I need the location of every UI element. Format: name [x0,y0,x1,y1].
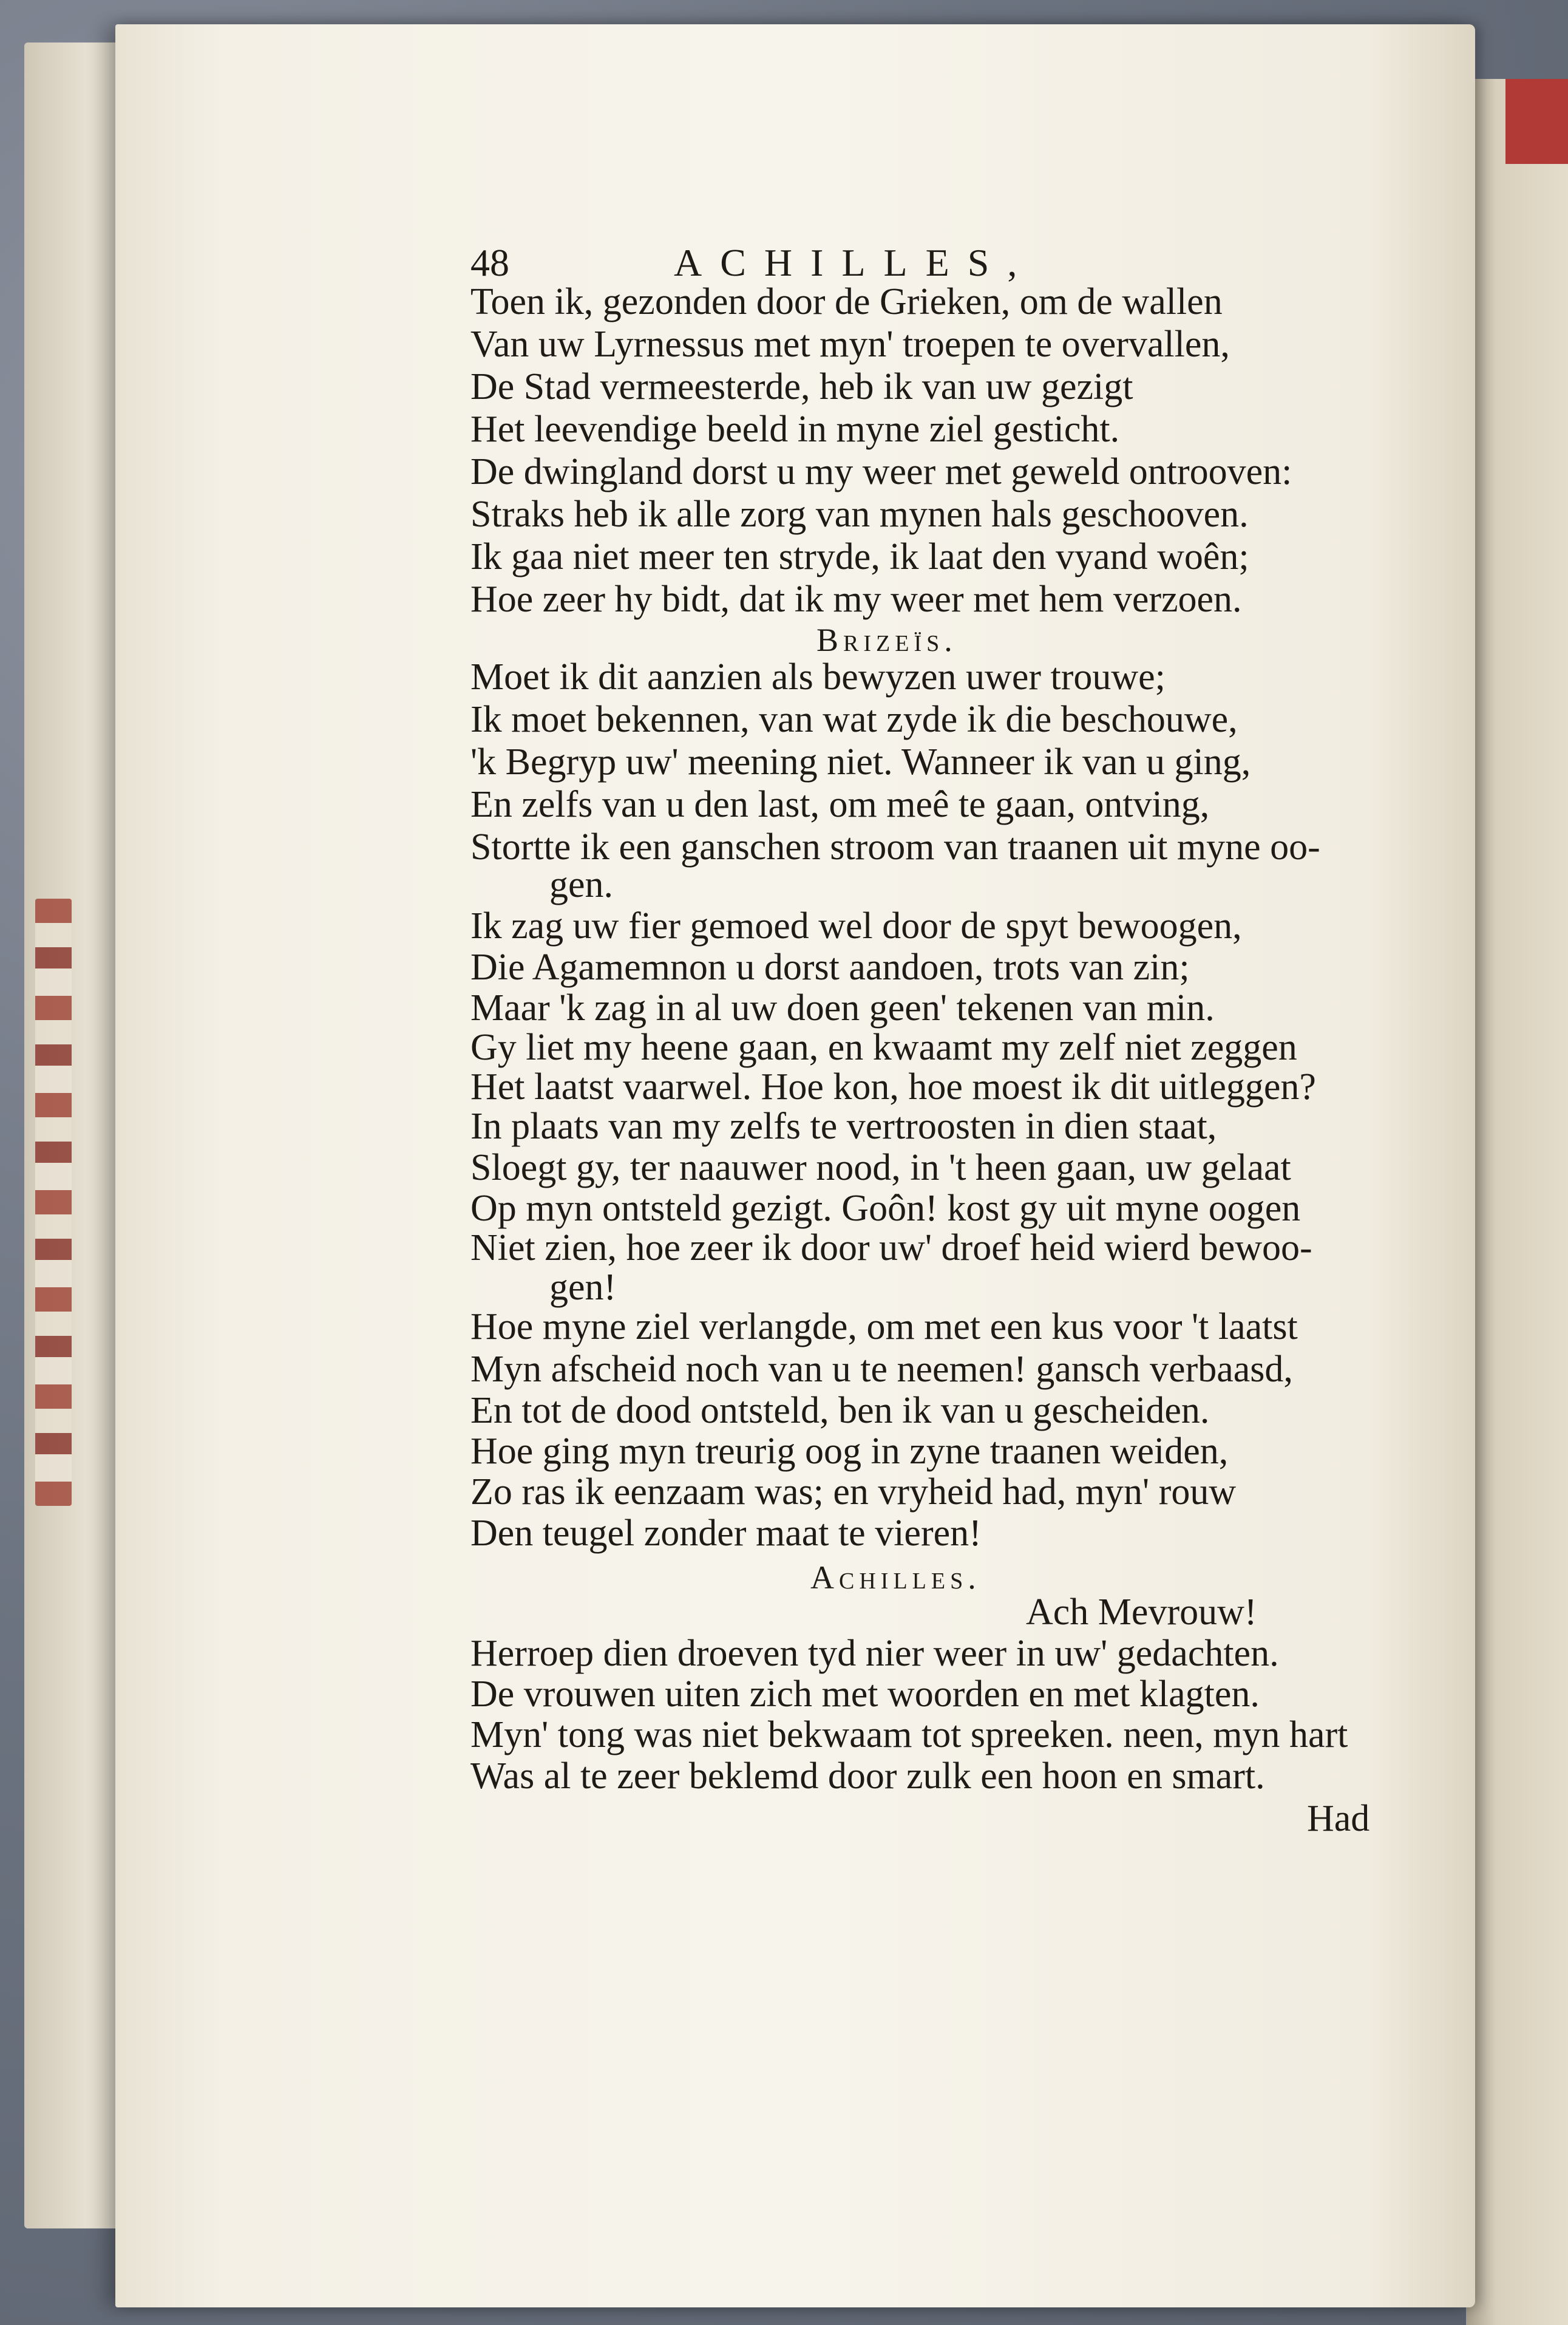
verse-line: Het laatst vaarwel. Hoe kon, hoe moest ik dit uitleggen? [470,1066,1316,1108]
running-header [470,242,1199,284]
verse-line: 'k Begryp uw' meening niet. Wanneer ik van u ging, [470,741,1251,783]
verse-continuation: gen! [549,1267,617,1308]
verse-line: Van uw Lyrnessus met myn' troepen te overvallen, [470,324,1230,365]
verse-line: In plaats van my zelfs te vertroosten in dien staat, [470,1106,1217,1147]
verse-line: Was al te zeer beklemd door zulk een hoon en smart. [470,1755,1265,1797]
verse-line: Stortte ik een ganschen stroom van traanen uit myne oo- [470,826,1320,868]
verse-line: De vrouwen uiten zich met woorden en met klagten. [470,1673,1260,1715]
page-text [470,0,1442,2325]
verse-line: En zelfs van u den last, om meê te gaan, ontving, [470,784,1210,825]
verse-line: Myn afscheid noch van u te neemen! gansch verbaasd, [470,1349,1293,1390]
verse-line: Gy liet my heene gaan, en kwaamt my zelf niet zeggen [470,1027,1297,1068]
speaker-label: Brizeïs. [816,622,957,658]
verse-line: De Stad vermeesterde, heb ik van uw gezigt [470,366,1133,407]
verse-line: Niet zien, hoe zeer ik door uw' droef heid wierd bewoo- [470,1227,1312,1268]
verse-continuation: gen. [549,864,614,905]
verse-line: Hoe ging myn treurig oog in zyne traanen weiden, [470,1431,1229,1472]
running-title: ACHILLES, [674,241,1036,284]
verse-line: Ik zag uw fier gemoed wel door de spyt bewoogen, [470,905,1242,947]
verse-line: Den teugel zonder maat te vieren! [470,1513,982,1554]
verse-line: Hoe zeer hy bidt, dat ik my weer met hem verzoen. [470,579,1242,620]
verse-line: Moet ik dit aanzien als bewyzen uwer trouwe; [470,656,1166,698]
page-number: 48 [470,241,509,284]
right-page-edge [1466,79,1568,2325]
verse-line: Sloegt gy, ter naauwer nood, in 't heen gaan, uw gelaat [470,1147,1291,1188]
verse-line: Straks heb ik alle zorg van mynen hals geschooven. [470,494,1249,535]
verse-line: Ik moet bekennen, van wat zyde ik die beschouwe, [470,699,1238,740]
red-marbled-edge [35,899,72,1506]
verse-line: Het leevendige beeld in myne ziel gesticht. [470,409,1120,450]
verse-line: Zo ras ik eenzaam was; en vryheid had, myn' rouw [470,1471,1237,1513]
verse-line: Die Agamemnon u dorst aandoen, trots van zin; [470,947,1190,988]
speaker-label: Achilles. [810,1559,981,1596]
verse-line: Myn' tong was niet bekwaam tot spreeken. neen, myn hart [470,1714,1348,1755]
verse-line: De dwingland dorst u my weer met geweld ontrooven: [470,451,1292,492]
verse-line: Maar 'k zag in al uw doen geen' tekenen van min. [470,987,1215,1029]
verse-line: Toen ik, gezonden door de Grieken, om de wallen [470,281,1223,322]
verse-line: Op myn ontsteld gezigt. Goôn! kost gy uit myne oogen [470,1188,1301,1229]
red-cover-edge [1505,79,1568,164]
verse-line: Ik gaa niet meer ten stryde, ik laat den vyand woên; [470,536,1249,577]
verse-line: Hoe myne ziel verlangde, om met een kus voor 't laatst [470,1306,1298,1347]
verse-line: En tot de dood ontsteld, ben ik van u gescheiden. [470,1390,1210,1431]
catchword: Had [1307,1798,1370,1839]
verse-half-line: Ach Mevrouw! [1026,1591,1257,1633]
verse-line: Herroep dien droeven tyd nier weer in uw' gedachten. [470,1633,1279,1674]
